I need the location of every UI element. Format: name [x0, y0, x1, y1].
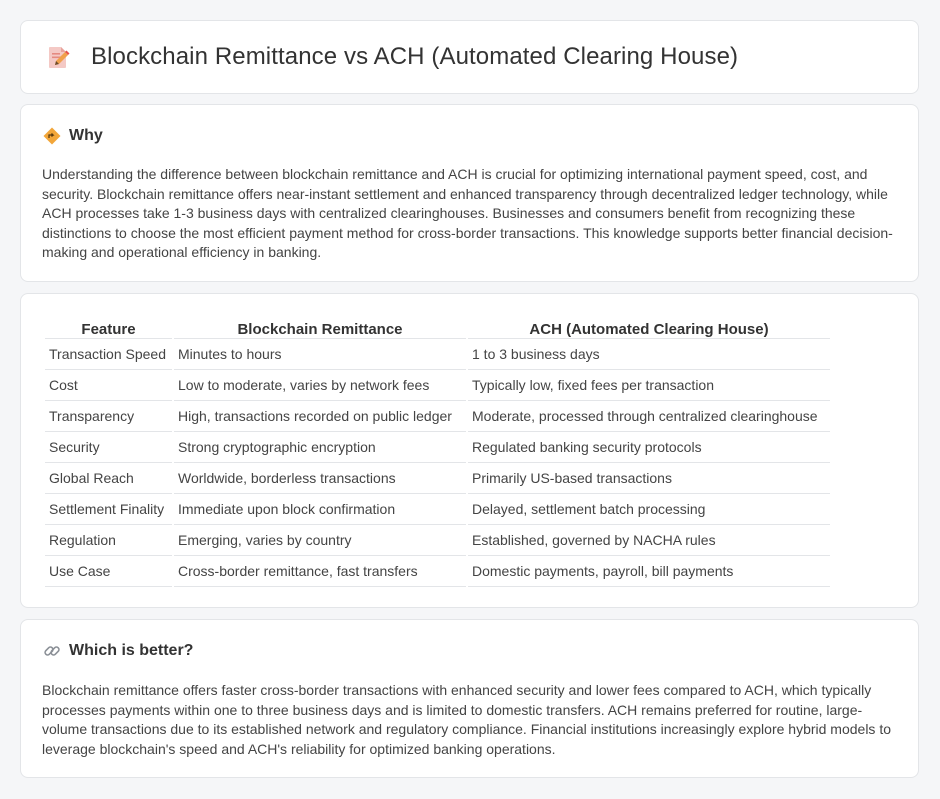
- cell-feature: Cost: [45, 370, 172, 401]
- which-is-better-section: [20, 619, 919, 778]
- table-row: [45, 494, 830, 525]
- table-row: [45, 463, 830, 494]
- cell-blockchain: Strong cryptographic encryption: [174, 432, 466, 463]
- cell-feature: Settlement Finality: [45, 494, 172, 525]
- why-heading: Why: [69, 127, 103, 144]
- cell-blockchain: Immediate upon block confirmation: [174, 494, 466, 525]
- diamond-signpost-icon: [43, 127, 61, 145]
- cell-feature: Regulation: [45, 525, 172, 556]
- cell-ach: Primarily US-based transactions: [468, 463, 830, 494]
- table-header-row: [45, 315, 830, 339]
- table-row: [45, 370, 830, 401]
- cell-ach: Regulated banking security protocols: [468, 432, 830, 463]
- table-row: [45, 525, 830, 556]
- comparison-table: [43, 315, 832, 587]
- cell-blockchain: Cross-border remittance, fast transfers: [174, 556, 466, 587]
- cell-blockchain: Minutes to hours: [174, 339, 466, 370]
- cell-ach: Typically low, fixed fees per transaction: [468, 370, 830, 401]
- cell-feature: Use Case: [45, 556, 172, 587]
- cell-ach: Moderate, processed through centralized clearinghouse: [468, 401, 830, 432]
- header-feature: Feature: [45, 315, 172, 339]
- cell-feature: Global Reach: [45, 463, 172, 494]
- cell-feature: Transparency: [45, 401, 172, 432]
- cell-blockchain: Worldwide, borderless transactions: [174, 463, 466, 494]
- cell-blockchain: High, transactions recorded on public ledger: [174, 401, 466, 432]
- cell-blockchain: Low to moderate, varies by network fees: [174, 370, 466, 401]
- cell-ach: Delayed, settlement batch processing: [468, 494, 830, 525]
- header-ach: ACH (Automated Clearing House): [468, 315, 830, 339]
- which-is-better-heading: Which is better?: [69, 642, 194, 659]
- link-icon: [43, 642, 61, 660]
- page-title: Blockchain Remittance vs ACH (Automated Clearing House): [91, 43, 739, 70]
- cell-feature: Transaction Speed: [45, 339, 172, 370]
- header-blockchain: Blockchain Remittance: [174, 315, 466, 339]
- cell-blockchain: Emerging, varies by country: [174, 525, 466, 556]
- cell-ach: Domestic payments, payroll, bill payments: [468, 556, 830, 587]
- document-edit-icon: [45, 44, 71, 70]
- cell-ach: 1 to 3 business days: [468, 339, 830, 370]
- cell-feature: Security: [45, 432, 172, 463]
- which-is-better-text: Blockchain remittance offers faster cross-border transactions with enhanced security and lower fees compared to ACH, which typically processes payments within one to three business days and is limited to domestic transfers. ACH remains preferred for routine, large-volume transactions due to its established network and regulatory compliance. Financial institutions increasingly explore hybrid models to leverage blockchain's speed and ACH's reliability for optimized banking operations.: [42, 682, 891, 757]
- why-section: [20, 104, 919, 282]
- why-text: Understanding the difference between blockchain remittance and ACH is crucial for optimizing international payment speed, cost, and security. Blockchain remittance offers near-instant settlement and enhanced transparency through decentralized ledger technology, while ACH processes take 1-3 business days with centralized clearinghouses. Businesses and consumers benefit from recognizing these distinctions to choose the most efficient payment method for cross-border transactions. This knowledge supports better financial decision-making and operational efficiency in banking.: [42, 166, 893, 260]
- table-row: [45, 339, 830, 370]
- comparison-card: [20, 293, 919, 608]
- table-row: [45, 556, 830, 587]
- table-row: [45, 432, 830, 463]
- table-row: [45, 401, 830, 432]
- title-card: [20, 20, 919, 94]
- cell-ach: Established, governed by NACHA rules: [468, 525, 830, 556]
